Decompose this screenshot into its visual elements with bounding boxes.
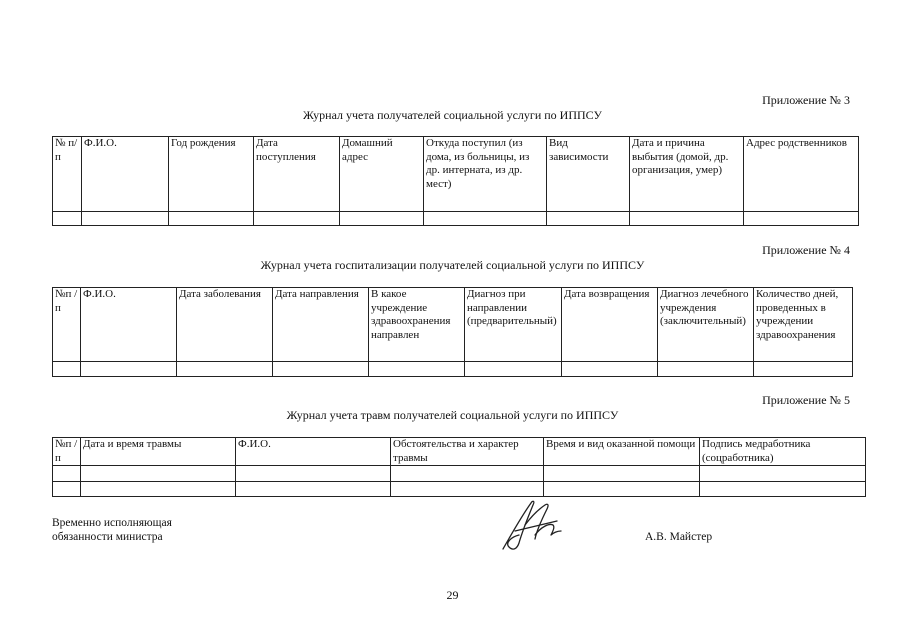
header-cell: Дата поступления: [254, 137, 340, 212]
signatory-position: [52, 516, 172, 544]
empty-cell: [700, 482, 866, 497]
empty-cell: [273, 362, 369, 377]
empty-cell: [700, 466, 866, 482]
empty-cell: [177, 362, 273, 377]
header-cell: Вид зависимости: [547, 137, 630, 212]
header-cell: Дата заболевания: [177, 288, 273, 362]
empty-cell: [81, 362, 177, 377]
journal-3-header-row: [53, 137, 859, 212]
journal-4-title: Журнал учета госпитализации получателей социальной услуги по ИППСУ: [260, 258, 645, 272]
empty-cell: [424, 212, 547, 226]
appendix-4-label: Приложение № 4: [762, 243, 850, 257]
header-cell: Домашний адрес: [340, 137, 424, 212]
empty-cell: [53, 212, 82, 226]
empty-cell: [465, 362, 562, 377]
page-number: 29: [446, 588, 459, 602]
signatory-position-line-1: Временно исполняющая: [52, 517, 172, 529]
empty-cell: [53, 466, 81, 482]
empty-cell: [744, 212, 859, 226]
table-row: [53, 212, 859, 226]
empty-cell: [53, 362, 81, 377]
header-cell: В какое учреждение здравоохранения направлен: [369, 288, 465, 362]
signatory-position-line-2: обязанности министра: [52, 531, 163, 543]
header-cell: Дата и время травмы: [81, 438, 236, 466]
header-cell: Диагноз при направлении (предварительный): [465, 288, 562, 362]
journal-5-title: Журнал учета травм получателей социальной услуги по ИППСУ: [286, 408, 619, 422]
empty-cell: [754, 362, 853, 377]
empty-cell: [391, 466, 544, 482]
empty-cell: [658, 362, 754, 377]
table-row: [53, 362, 853, 377]
journal-5-table: [52, 437, 866, 497]
journal-3-title: Журнал учета получателей социальной услуги по ИППСУ: [302, 108, 603, 122]
header-cell: Диагноз лечебного учреждения (заключительный): [658, 288, 754, 362]
empty-cell: [630, 212, 744, 226]
header-cell: № п/п: [53, 137, 82, 212]
journal-4-table: [52, 287, 853, 377]
empty-cell: [82, 212, 169, 226]
header-cell: №п /п: [53, 288, 81, 362]
empty-cell: [562, 362, 658, 377]
header-cell: №п /п: [53, 438, 81, 466]
empty-cell: [236, 466, 391, 482]
header-cell: Ф.И.О.: [236, 438, 391, 466]
header-cell: Время и вид оказанной помощи: [544, 438, 700, 466]
header-cell: Обстоятельства и характер травмы: [391, 438, 544, 466]
empty-cell: [254, 212, 340, 226]
empty-cell: [81, 466, 236, 482]
header-cell: Адрес родственников: [744, 137, 859, 212]
appendix-5-label: Приложение № 5: [762, 393, 850, 407]
header-cell: Дата возвращения: [562, 288, 658, 362]
header-cell: Ф.И.О.: [81, 288, 177, 362]
table-row: [53, 482, 866, 497]
empty-cell: [547, 212, 630, 226]
empty-cell: [169, 212, 254, 226]
empty-cell: [340, 212, 424, 226]
empty-cell: [369, 362, 465, 377]
header-cell: Ф.И.О.: [82, 137, 169, 212]
journal-4-header-row: [53, 288, 853, 362]
handwritten-signature: [495, 495, 575, 555]
header-cell: Количество дней, проведенных в учреждении здравоохранения: [754, 288, 853, 362]
empty-cell: [81, 482, 236, 497]
empty-cell: [544, 466, 700, 482]
signatory-name: А.В. Майстер: [645, 531, 713, 543]
table-row: [53, 466, 866, 482]
header-cell: Откуда поступил (из дома, из больницы, из др. интерната, из др. мест): [424, 137, 547, 212]
appendix-3-label: Приложение № 3: [762, 93, 850, 107]
header-cell: Год рождения: [169, 137, 254, 212]
header-cell: Подпись медработника (соцработника): [700, 438, 866, 466]
empty-cell: [236, 482, 391, 497]
journal-5-header-row: [53, 438, 866, 466]
header-cell: Дата и причина выбытия (домой, др. организация, умер): [630, 137, 744, 212]
empty-cell: [53, 482, 81, 497]
journal-3-table: [52, 136, 859, 226]
header-cell: Дата направления: [273, 288, 369, 362]
